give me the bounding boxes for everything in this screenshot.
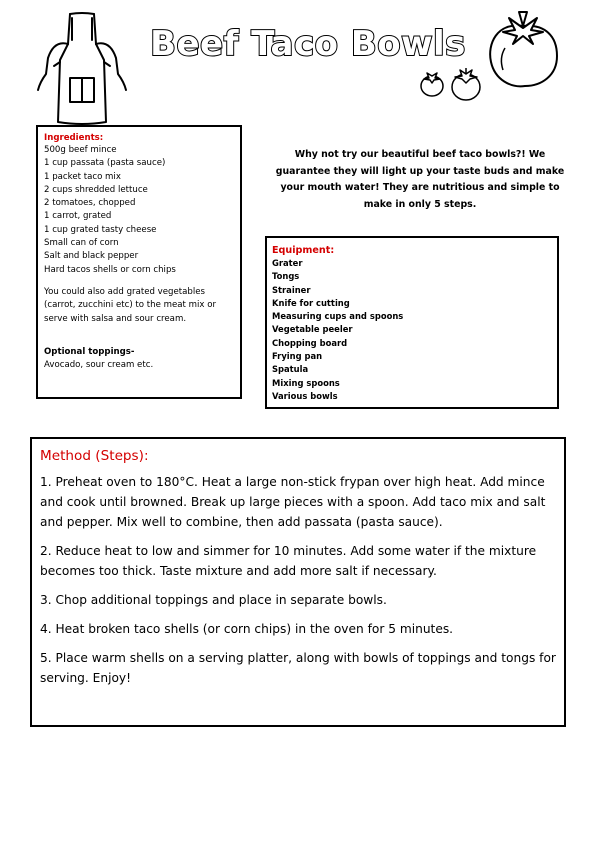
- method-step: 2. Reduce heat to low and simmer for 10 minutes. Add some water if the mixture becomes too thick. Taste mixture and add more salt if necessary.: [40, 544, 537, 578]
- method-box: [30, 437, 566, 727]
- ingredients-heading: Ingredients:: [44, 133, 104, 143]
- equipment-item: Knife for cutting: [272, 297, 350, 308]
- small-tomato-icon: [419, 70, 445, 98]
- page-title: Beef Taco Bowls: [150, 24, 466, 64]
- equipment-item: Frying pan: [272, 351, 323, 362]
- ingredient-item: 500g beef mince: [44, 145, 117, 155]
- ingredients-note: You could also add grated vegetables (carrot, zucchini etc) to the meat mix or serve with salsa and sour cream.: [44, 286, 217, 324]
- ingredient-item: 1 carrot, grated: [44, 211, 112, 222]
- equipment-item: Various bowls: [272, 390, 338, 401]
- ingredients-box: [36, 125, 242, 399]
- equipment-box: [265, 236, 559, 409]
- small-tomato-icon: [450, 66, 482, 102]
- method-heading: Method (Steps):: [40, 448, 149, 464]
- equipment-item: Mixing spoons: [272, 377, 340, 388]
- intro-text: Why not try our beautiful beef taco bowls?! We guarantee they will light up your taste buds and make your mouth water! They are nutritious and simple to make in only 5 steps.: [275, 149, 565, 210]
- ingredient-item: 1 cup grated tasty cheese: [44, 224, 157, 235]
- ingredient-item: Hard tacos shells or corn chips: [44, 264, 176, 275]
- ingredient-item: 1 cup passata (pasta sauce): [44, 158, 166, 169]
- method-step: 3. Chop additional toppings and place in separate bowls.: [40, 593, 387, 607]
- ingredient-item: 2 cups shredded lettuce: [44, 184, 148, 195]
- equipment-item: Strainer: [272, 284, 311, 295]
- equipment-heading: Equipment:: [272, 245, 335, 256]
- optional-toppings-heading: Optional toppings-: [44, 346, 135, 357]
- method-step: 4. Heat broken taco shells (or corn chips) in the oven for 5 minutes.: [40, 622, 454, 636]
- method-step: 5. Place warm shells on a serving platter, along with bowls of toppings and tongs for serving. Enjoy!: [40, 651, 556, 685]
- equipment-item: Spatula: [272, 364, 309, 375]
- ingredient-item: Small can of corn: [44, 238, 119, 249]
- ingredient-item: 2 tomatoes, chopped: [44, 198, 136, 209]
- equipment-item: Chopping board: [272, 337, 348, 348]
- equipment-item: Vegetable peeler: [272, 324, 353, 335]
- ingredient-item: 1 packet taco mix: [44, 171, 121, 182]
- ingredient-item: Salt and black pepper: [44, 251, 139, 262]
- method-step: 1. Preheat oven to 180°C. Heat a large non-stick frypan over high heat. Add mince and cook until browned. Break up large pieces with a spoon. Add taco mix and salt and pepper. Mix well to combine, then add passata (pasta sauce).: [40, 475, 546, 529]
- equipment-item: Tongs: [272, 271, 300, 282]
- tomato-icon: [483, 8, 563, 90]
- equipment-item: Measuring cups and spoons: [272, 311, 404, 322]
- equipment-item: Grater: [272, 258, 303, 268]
- apron-icon: [34, 10, 130, 128]
- optional-toppings-text: Avocado, sour cream etc.: [44, 359, 154, 370]
